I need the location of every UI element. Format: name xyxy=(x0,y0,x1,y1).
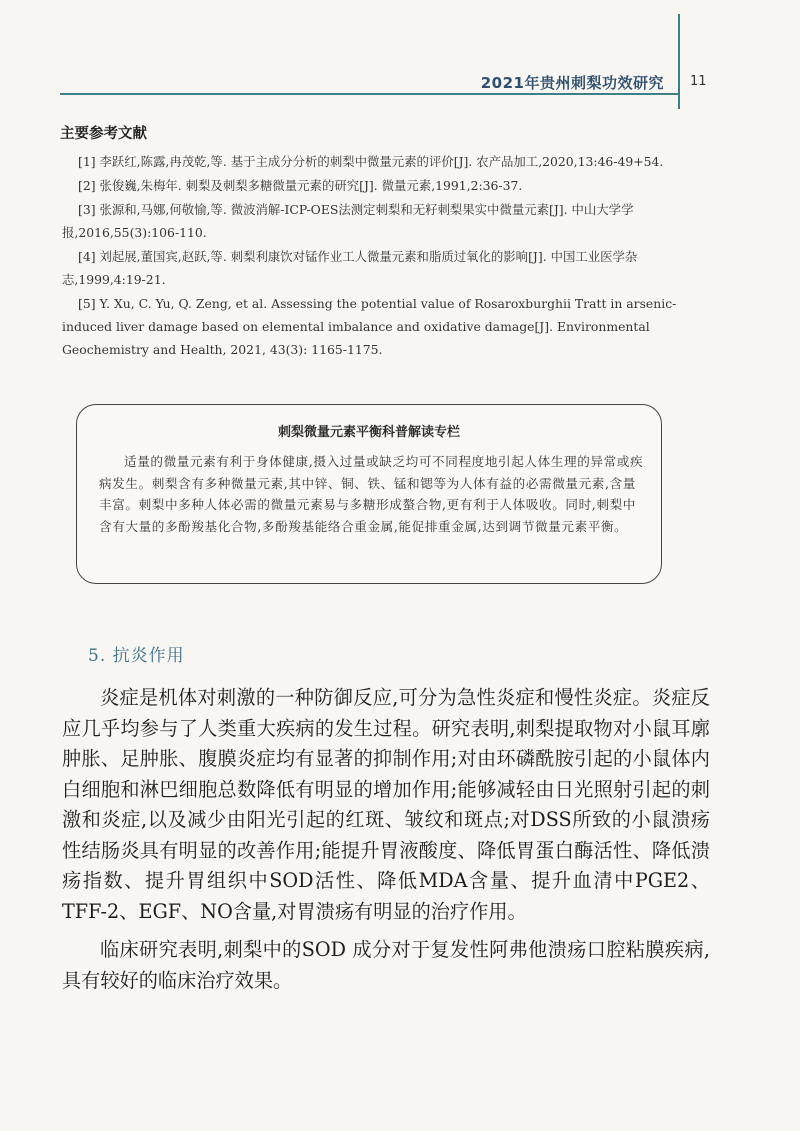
sidebar-title: 刺梨微量元素平衡科普解读专栏 xyxy=(277,425,460,440)
header-vertical-rule xyxy=(678,14,680,109)
references-heading: 主要参考文献 xyxy=(60,126,147,142)
reference-item: [5] Y. Xu, C. Yu, Q. Zeng, et al. Assessing the potential value of Rosaroxburghii Tratt in arsenic-induced liver damage based on elemental imbalance and oxidative damage[J]. Environmental Geochemistry and Health, 2021, 43(3): 1165-1175. xyxy=(62,296,677,357)
page-number: 11 xyxy=(690,74,707,89)
science-sidebar-box xyxy=(76,404,662,584)
section-body xyxy=(62,683,710,1004)
references-list xyxy=(62,150,702,362)
reference-item: [2] 张俊巍,朱梅年. 刺梨及刺梨多糖微量元素的研究[J]. 微量元素,1991,2:36-37. xyxy=(78,178,523,193)
header-horizontal-rule xyxy=(60,93,678,95)
section-heading: 5. 抗炎作用 xyxy=(88,646,185,666)
body-paragraph: 临床研究表明,刺梨中的SOD 成分对于复发性阿弗他溃疡口腔粘膜疾病,具有较好的临床治疗效果。 xyxy=(62,938,710,992)
reference-item: [1] 李跃红,陈露,冉茂乾,等. 基于主成分分析的刺梨中微量元素的评价[J]. 农产品加工,2020,13:46-49+54. xyxy=(78,154,664,169)
reference-item: [4] 刘起展,董国宾,赵跃,等. 刺梨利康饮对锰作业工人微量元素和脂质过氧化的影响[J]. 中国工业医学杂志,1999,4:19-21. xyxy=(62,249,638,287)
sidebar-body: 适量的微量元素有利于身体健康,摄入过量或缺乏均可不同程度地引起人体生理的异常或疾病发生。刺梨含有多种微量元素,其中锌、铜、铁、锰和锶等为人体有益的必需微量元素,含量丰富。刺梨中多种人体必需的微量元素易与多糖形成螯合物,更有利于人体吸收。同时,刺梨中含有大量的多酚羧基化合物,多酚羧基能络合重金属,能促排重金属,达到调节微量元素平衡。 xyxy=(99,454,644,534)
reference-item: [3] 张源和,马娜,何敬愉,等. 微波消解-ICP-OES法测定刺梨和无籽刺梨果实中微量元素[J]. 中山大学学报,2016,55(3):106-110. xyxy=(62,202,634,240)
running-title: 2021年贵州刺梨功效研究 xyxy=(480,74,664,92)
body-paragraph: 炎症是机体对刺激的一种防御反应,可分为急性炎症和慢性炎症。炎症反应几乎均参与了人类重大疾病的发生过程。研究表明,刺梨提取物对小鼠耳廓肿胀、足肿胀、腹膜炎症均有显著的抑制作用;对由环磷酰胺引起的小鼠体内白细胞和淋巴细胞总数降低有明显的增加作用;能够减轻由日光照射引起的刺激和炎症,以及减少由阳光引起的红斑、皱纹和斑点;对DSS所致的小鼠溃疡性结肠炎具有明显的改善作用;能提升胃液酸度、降低胃蛋白酶活性、降低溃疡指数、提升胃组织中SOD活性、降低MDA含量、提升血清中PGE2、TFF-2、EGF、NO含量,对胃溃疡有明显的治疗作用。 xyxy=(62,686,710,923)
